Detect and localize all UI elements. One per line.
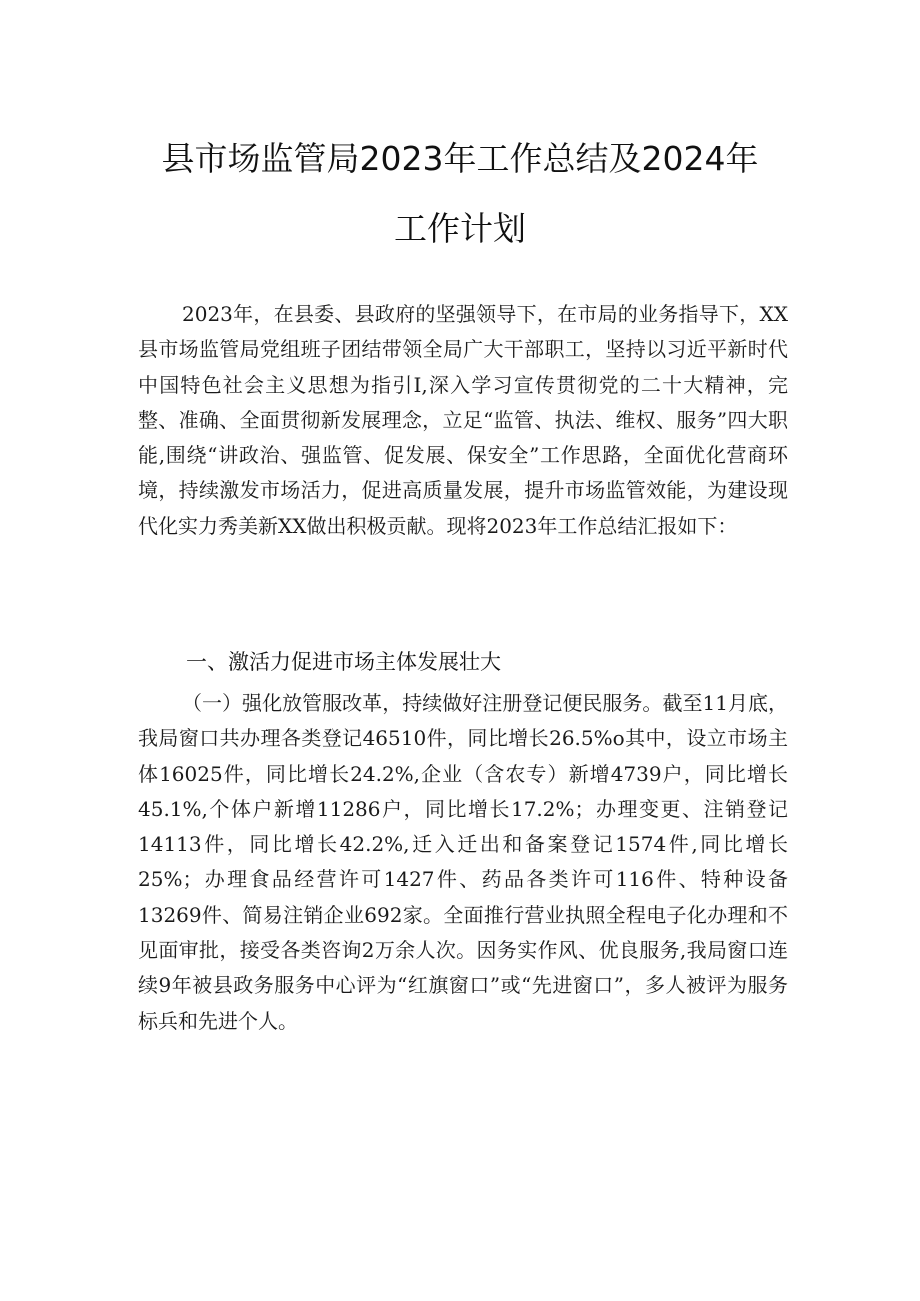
section-1-heading: 一、激活力促进市场主体发展壮大 xyxy=(186,650,501,674)
document-title-line-2: 工作计划 xyxy=(394,209,526,248)
section-1-paragraph-1: （一）强化放管服改革，持续做好注册登记便民服务。截至11月底，我局窗口共办理各类登记46510件，同比增长26.5%o其中，设立市场主体16025件，同比增长24.2%,企业（含农专）新增4739户，同比增长45.1%,个体户新增11286户，同比增长17.2%；办理变更、注销登记14113件，同比增长42.2%,迁入迁出和备案登记1574件,同比增长25%；办理食品经营许可1427件、药品各类许可116件、特种设备13269件、简易注销企业692家。全面推行营业执照全程电子化办理和不见面审批，接受各类咨询2万余人次。因务实作风、优良服务,我局窗口连续9年被县政务服务中心评为“红旗窗口”或“先进窗口”，多人被评为服务标兵和先进个人。 xyxy=(138,691,788,1033)
intro-paragraph: 2023年，在县委、县政府的坚强领导下，在市局的业务指导下，XX县市场监管局党组班子团结带领全局广大干部职工，坚持以习近平新时代中国特色社会主义思想为指引I,深入学习宣传贯彻党的二十大精神，完整、准确、全面贯彻新发展理念，立足“监管、执法、维权、服务”四大职能,围绕“讲政治、强监管、促发展、保安全”工作思路，全面优化营商环境，持续激发市场活力，促进高质量发展，提升市场监管效能，为建设现代化实力秀美新XX做出积极贡献。现将2023年工作总结汇报如下： xyxy=(138,302,788,538)
document-title-line-1: 县市场监管局2023年工作总结及2024年 xyxy=(161,139,759,178)
